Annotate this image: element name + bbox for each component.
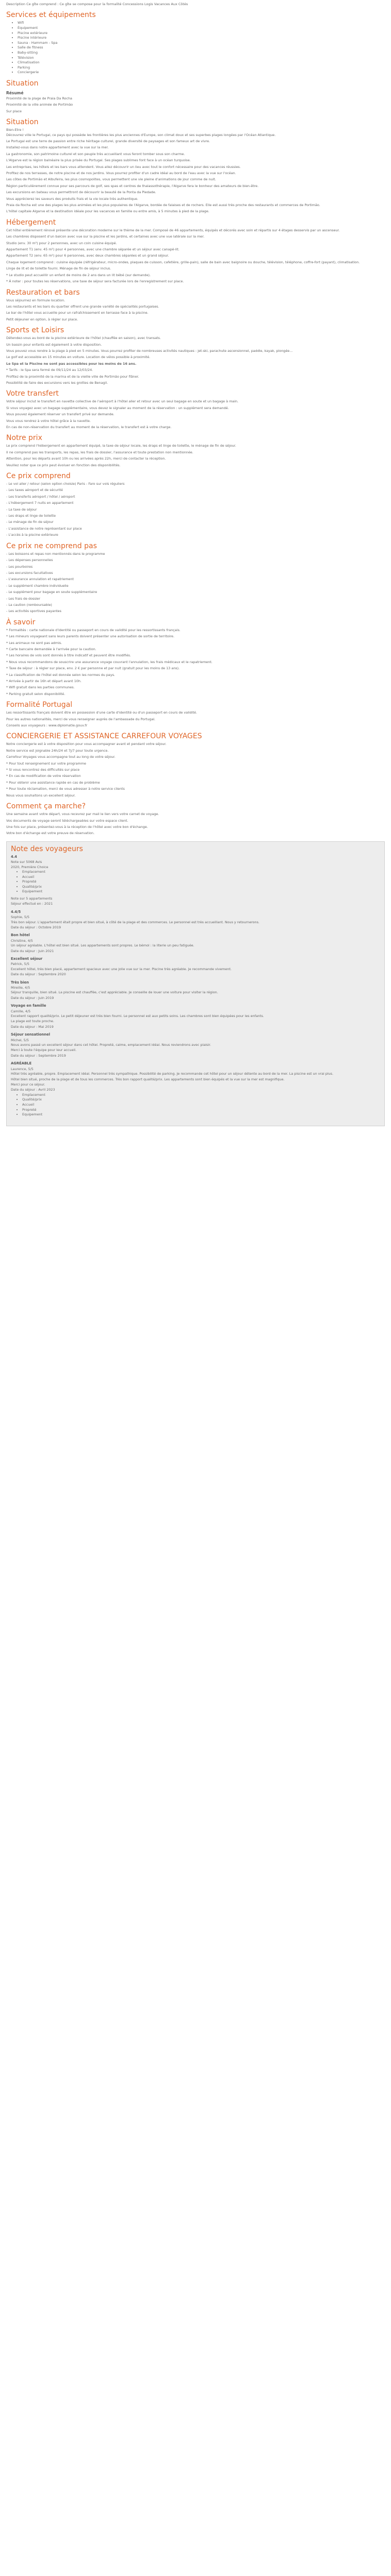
paragraph: Si vous voyagez avec un bagage supplémentaire, vous devez le signaler au moment de la réservation : un supplément sera demandé. — [6, 405, 229, 410]
review-title: Bon hôtel — [11, 933, 30, 938]
review — [11, 910, 380, 930]
list-item: • Équipement — [18, 26, 385, 31]
review-date: Date du séjour : Juin 2021 — [11, 948, 54, 953]
formalities-heading: Formalité Portugal — [6, 701, 73, 709]
review — [11, 933, 380, 954]
paragraph: * Tarifs : le Spa sera fermé de 09/11/24 au 12/03/24. — [6, 368, 93, 372]
paragraph: Les restaurants et les bars du quartier offrent une grande variété de spécialités portugaises. — [6, 304, 159, 309]
formalities-section — [6, 701, 385, 728]
paragraph: Le golf est accessible en 15 minutes en voiture. Location de vélos possible à proximité. — [6, 355, 151, 360]
sports-section — [6, 326, 385, 385]
paragraph: Attention, pour les départs avant 10h ou les arrivées après 22h, merci de contacter la réception. — [6, 456, 166, 461]
paragraph: Découvrez ville le Portugal, ce pays qui possède les frontières les plus anciennes d'Europe, son climat doux et ses superbes plages longées par l'Océan Atlantique. — [6, 132, 276, 137]
paragraph: * Si vous rencontrez des difficultés sur place — [6, 768, 80, 772]
paragraph: Proximité de la plage de Praia Da Rocha — [6, 96, 72, 100]
review — [11, 980, 380, 1001]
review-author: Laurence, 5/5 — [11, 1066, 34, 1071]
paragraph: Veuillez noter que ce prix peut évoluer en fonction des disponibilités. — [6, 463, 121, 467]
list-item: - L'assurance annulation et rapatriement — [6, 577, 74, 582]
list-item: - L'accès à la piscine extérieure — [6, 533, 58, 537]
conditions-heading: CONCIERGERIE ET ASSISTANCE CARREFOUR VOYAGES — [6, 732, 202, 741]
paragraph: L'hôtel capitale Algarve et la destination idéale pour les vacances en famille ou entre amis, à 5 minutes à pied de la plage. — [6, 209, 209, 214]
list-item: - Les activités sportives payantes — [6, 609, 61, 614]
paragraph: Cet hôtel entièrement rénové présente une décoration moderne sur le thème de la mer. Composé de 46 appartements, équipés et décorés avec soin et répartis sur 4 étages desservis par un ascenseur. — [6, 228, 340, 232]
paragraph: Praia da Rocha est une des plages les plus animées et les plus populaires de l'Algarve, bordée de falaises et de rochers. Elle est aussi très proche des restaurants et commerces de Portimão. — [6, 203, 320, 208]
review-date: Date du séjour : Septembre 2019 — [11, 1053, 66, 1058]
review-author: Patrick, 5/5 — [11, 962, 29, 967]
review-text: Hôtel très agréable, propre. Emplacement idéal. Personnel très sympathique. Possibilité de parking. Je recommande cet hôtel pour un séjour détente au bord de la mer. La piscine est un vrai plus. — [11, 1072, 334, 1076]
not-included-section — [6, 542, 385, 614]
list-item: - Les transferts aéroport / hôtel / aéroport — [6, 494, 75, 499]
review-text: Merci pour ce séjour. — [11, 1082, 45, 1087]
accommodation-heading: Hébergement — [6, 218, 56, 227]
paragraph: * Les horaires de vols sont donnés à titre indicatif et peuvent être modifiés. — [6, 653, 131, 658]
list-item: • Piscine intérieure — [18, 36, 385, 41]
equipment-list — [6, 21, 385, 75]
paragraph: * Arrivée à partir de 16h et départ avant 10h. — [6, 679, 82, 683]
location-section — [6, 79, 385, 114]
list-item: • Emplacement — [22, 1093, 380, 1098]
paragraph: Profitez de la proximité de la marina et de la vieille ville de Portimão pour flâner. — [6, 374, 139, 379]
paragraph: Linge de lit et de toilette fourni. Ménage de fin de séjour inclus. — [6, 266, 111, 271]
list-item: - Les frais de dossier — [6, 596, 40, 601]
list-item: - Les taxes aéroport et de sécurité — [6, 488, 63, 493]
review-title: Très bien — [11, 980, 29, 985]
price-heading: Notre prix — [6, 434, 42, 443]
review — [11, 1004, 380, 1029]
paragraph: Conseils aux voyageurs : www.diplomatie.gouv.fr — [6, 723, 88, 728]
review-text: Séjour tranquille, bien situé. La piscine est chauffée, c'est appréciable. Je conseille de louer une voiture pour visiter la région. — [11, 990, 218, 995]
list-item: • Baby-sitting — [18, 50, 385, 56]
description-label: Bien-Etre ! — [6, 128, 24, 132]
review-date: Séjour effectué en : 2021 — [11, 902, 53, 906]
paragraph: Notre service est joignable 24h/24 et 7j/7 pour toute urgence. — [6, 748, 109, 753]
review-score: 4.4/5 — [11, 909, 21, 914]
paragraph: Les chambres disposent d'un balcon avec vue sur la piscine et les jardins, et certaines avec une vue latérale sur la mer. — [6, 234, 205, 239]
review-meta: Note sur 5068 Avis — [11, 860, 42, 865]
paragraph: Appartement T2 (env. 65 m²) pour 6 personnes, avec deux chambres séparées et un grand séjour. — [6, 253, 169, 258]
paragraph: Le Spa et la Piscine ne sont pas accessibles pour les moins de 16 ans. — [6, 361, 137, 366]
paragraph: Les côtes de Portimão et Albufeira, les plus cosmopolites, vous permettent une vie pleine d'animations de jour comme de nuit. — [6, 177, 216, 182]
paragraph: * Parking gratuit selon disponibilité. — [6, 691, 66, 696]
paragraph: Région particulièrement connue pour ses parcours de golf, ses spas et centres de thalassothérapie, l'Algarve fera le bonheur des amateurs de bien-être. — [6, 183, 259, 188]
list-item: - Le supplément pour bagage en soute supplémentaire — [6, 590, 97, 595]
paragraph: * Carte bancaire demandée à l'arrivée pour la caution. — [6, 647, 96, 651]
included-heading: Ce prix comprend — [6, 472, 71, 481]
equipment-heading: Services et équipements — [6, 11, 96, 20]
list-item: • Equipement — [22, 1112, 380, 1117]
description-heading: Situation — [6, 118, 39, 127]
paragraph: Nous vous souhaitons un excellent séjour. — [6, 793, 76, 798]
paragraph: Les ressortissants français doivent être en possession d'une carte d'identité ou d'un passeport en cours de validité. — [6, 710, 197, 715]
paragraph: Le Portugal est une terre de passion entre riche héritage culturel, grande diversité de paysages et son fameux art de vivre. — [6, 139, 210, 143]
paragraph: Proximité de la ville animée de Portimão — [6, 103, 73, 107]
review-desc: Note sur 5 appartements — [11, 896, 53, 901]
paragraph: Le prix comprend l'hébergement en appartement équipé, la taxe de séjour locale, les draps et linge de toilette, le ménage de fin de séjour. — [6, 444, 236, 448]
paragraph: * Wifi gratuit dans les parties communes. — [6, 685, 75, 690]
review-text: Excellent rapport qualité/prix. Le petit déjeuner est très bien fourni. Le personnel est aux petits soins. Les chambres sont bien équipées pour les enfants. — [11, 1014, 264, 1019]
paragraph: Vos documents de voyage seront téléchargeables sur votre espace client. — [6, 818, 128, 823]
review-author: 2020, Première Choice — [11, 865, 48, 869]
list-item: - Le vol aller / retour (selon option choisie) Paris - Faro sur vols réguliers — [6, 482, 125, 486]
paragraph: La gastronomie, son patrimoine culturel et son peuple très accueillant vous feront tomber sous son charme. — [6, 151, 185, 156]
paragraph: L'Algarve est la région balnéaire la plus prisée du Portugal. Ses plages sublimes font face à un océan turquoise. — [6, 158, 191, 163]
price-section — [6, 434, 385, 468]
paragraph: Une fois sur place, présentez-vous à la réception de l'hôtel avec votre bon d'échange. — [6, 824, 148, 829]
review-date: Date du séjour : Juin 2019 — [11, 995, 54, 1000]
list-item: - L'hébergement 7 nuits en appartement — [6, 501, 74, 505]
paragraph: Studio (env. 30 m²) pour 2 personnes, avec un coin cuisine équipé. — [6, 241, 117, 245]
paragraph: * La classification de l'hôtel est donnée selon les normes du pays. — [6, 672, 115, 677]
review-date: Date du séjour : Avril 2023 — [11, 1088, 55, 1092]
list-item: • Piscine extérieure — [18, 31, 385, 36]
paragraph: Carrefour Voyages vous accompagne tout au long de votre séjour. — [6, 755, 116, 759]
review-author: Michel, 5/5 — [11, 1038, 29, 1042]
paragraph: * Les animaux ne sont pas admis. — [6, 640, 62, 645]
conditions-section — [6, 732, 385, 798]
paragraph: Une semaine avant votre départ, vous recevrez par mail le lien vers votre carnet de voyage. — [6, 812, 159, 817]
paragraph: Sur place — [6, 109, 22, 113]
list-item: • Accueil — [22, 875, 380, 880]
paragraph: Vous vous rendrez à votre hôtel grâce à la navette. — [6, 418, 91, 423]
review-text: Un séjour agréable. L'hôtel est bien situé. Les appartements sont propres. Le bémol : la literie un peu fatiguée. — [11, 943, 194, 948]
included-section — [6, 472, 385, 538]
list-item: • Climatisation — [18, 60, 385, 65]
reviews-panel — [6, 841, 385, 1126]
paragraph: Pour les autres nationalités, merci de vous renseigner auprès de l'ambassade du Portugal. — [6, 717, 156, 721]
paragraph: * Pour obtenir une assistance rapide en cas de problème — [6, 780, 100, 785]
restauration-section — [6, 289, 385, 323]
list-item: • Wifi — [18, 21, 385, 26]
paragraph: * Taxe de séjour : à régler sur place, env. 2 € par personne et par nuit (gratuit pour les moins de 13 ans). — [6, 666, 180, 671]
list-item: • Sauna - Hammam - Spa — [18, 41, 385, 46]
paragraph: * En cas de modification de votre réservation — [6, 774, 81, 778]
paragraph: Les excursions en bateau vous permettront de découvrir la beauté de la Ponta da Piedade. — [6, 190, 156, 195]
list-item: - La caution (remboursable) — [6, 602, 52, 607]
list-item: • Emplacement — [22, 870, 380, 875]
restauration-heading: Restauration et bars — [6, 288, 80, 297]
paragraph: Détendez-vous au bord de la piscine extérieure de l'hôtel (chauffée en saison), avec transats. — [6, 336, 161, 341]
review-text: Très bon séjour. L'appartement était propre et bien situé, à côté de la plage et des commerces. Le personnel est très accueillant. Nous y retournerons. — [11, 920, 259, 924]
review — [11, 855, 380, 907]
list-item: • Qualité/prix — [22, 885, 380, 890]
list-item: - Les pourboires — [6, 564, 33, 569]
paragraph: Vous apprécierez les saveurs des produits frais et la vie locale très authentique. — [6, 196, 138, 201]
reviews-heading: Note des voyageurs — [11, 844, 83, 853]
transfer-heading: Votre transfert — [6, 389, 59, 398]
review-author: Mireille, 4/5 — [11, 986, 30, 990]
list-item: - Le supplément chambre individuelle — [6, 583, 69, 588]
review-date: Date du séjour : Septembre 2020 — [11, 972, 66, 977]
review-title: Voyage en famille — [11, 1004, 46, 1008]
paragraph: * À noter : pour toutes les réservations, une taxe de séjour sera facturée lors de l'enregistrement sur place. — [6, 279, 184, 284]
list-item: • Accueil — [22, 1103, 380, 1108]
list-item: • Equipement — [22, 889, 380, 894]
review-title: AGRÉABLE — [11, 1061, 32, 1066]
accommodation-section — [6, 218, 385, 284]
transfer-section — [6, 389, 385, 430]
to-know-heading: À savoir — [6, 618, 36, 626]
review-text: Merci à toute l'équipe pour leur accueil. — [11, 1048, 77, 1053]
paragraph: Petit déjeuner en option, à régler sur place. — [6, 317, 78, 321]
review-text: Nous avons passé un excellent séjour dans cet hôtel. Propreté, calme, emplacement idéal. Nous reviendrons avec plaisir. — [11, 1043, 211, 1047]
location-heading: Situation — [6, 79, 39, 88]
list-item: • Conciergerie — [18, 70, 385, 75]
paragraph: * Pour toute réclamation, merci de vous adresser à notre service clients — [6, 787, 125, 791]
paragraph: Votre bon d'échange est votre preuve de réservation. — [6, 831, 95, 836]
review-meta: Sophie, 5/5 — [11, 915, 30, 920]
how-it-works-heading: Comment ça marche? — [6, 802, 86, 811]
paragraph: Installez-vous dans notre appartement avec la vue sur la mer. — [6, 145, 109, 150]
paragraph: Vous pouvez vous rendre à la plage à pied en 5 minutes. Vous pourrez profiter de nombreuses activités nautiques : jet-ski, parachute ascensionnel, paddle, kayak, plongée... — [6, 348, 293, 353]
list-item: • Télévision — [18, 56, 385, 61]
list-item: • Qualité/prix — [22, 1097, 380, 1103]
paragraph: Il ne comprend pas les transports, les repas, les frais de dossier, l'assurance et toute prestation non mentionnée. — [6, 450, 193, 454]
review-score: 4.4 — [11, 854, 18, 859]
list-item: • Salle de fitness — [18, 45, 385, 50]
paragraph: Possibilité de faire des excursions vers les grottes de Benagil. — [6, 380, 108, 385]
paragraph: Votre séjour inclut le transfert en navette collective de l'aéroport à l'hôtel aller et retour avec un seul bagage en soute et un bagage à main. — [6, 399, 239, 404]
list-item: - La taxe de séjour — [6, 507, 37, 512]
list-item: • Propreté — [22, 1108, 380, 1113]
paragraph: Notre conciergerie est à votre disposition pour vous accompagner avant et pendant votre séjour. — [6, 742, 167, 747]
paragraph: Chaque logement comprend : cuisine équipée (réfrigérateur, micro-ondes, plaques de cuisson, cafetière, grille-pain), salle de bain avec baignoire ou douche, télévision, téléphone, coffre-fort (payant), climatisation. — [6, 260, 360, 264]
paragraph: En cas de non-réservation du transfert au moment de la réservation, le transfert est à votre charge. — [6, 425, 172, 429]
review — [11, 957, 380, 977]
paragraph: * Formalités : carte nationale d'identité ou passeport en cours de validité pour les ressortissants français. — [6, 628, 181, 632]
list-item: - Les draps et linge de toilette — [6, 514, 56, 518]
sports-heading: Sports et Loisirs — [6, 326, 64, 335]
review-author: Camille, 4/5 — [11, 1009, 31, 1013]
review-criteria-list — [11, 1093, 380, 1117]
list-item: • Propreté — [22, 879, 380, 885]
review-criteria-list — [11, 870, 380, 894]
review — [11, 1061, 380, 1117]
paragraph: * Pour tout renseignement sur votre programme — [6, 761, 86, 766]
paragraph: Un bassin pour enfants est également à votre disposition. — [6, 342, 102, 347]
paragraph: * Les mineurs voyageant sans leurs parents doivent présenter une autorisation de sortie de territoire. — [6, 634, 175, 639]
how-it-works-section — [6, 802, 385, 836]
intro-text: Description Ce gîte comprend : Ce gîte se compose pour la formalité Concessions Logis Vacances Aux Côtés — [6, 2, 188, 6]
list-item: - Le ménage de fin de séjour — [6, 520, 54, 524]
to-know-section — [6, 618, 385, 697]
review-text: Excellent hôtel, très bien placé, appartement spacieux avec une jolie vue sur la mer. Piscine très agréable. Je recommande vivement. — [11, 967, 232, 971]
location-subheading: Résumé — [6, 90, 24, 95]
review-text: Hôtel bien situé, proche de la plage et de tous les commerces. Très bon rapport qualité/prix. Les appartements sont bien équipés et la vue sur la mer est magnifique. — [11, 1077, 285, 1081]
equipment-section — [6, 11, 385, 75]
not-included-heading: Ce prix ne comprend pas — [6, 541, 97, 550]
review-date: Date du séjour : Octobre 2019 — [11, 925, 61, 929]
paragraph: Les entreprises, les hôtels et les bars vous attendent. Vous allez découvrir un lieu avec tout le confort nécessaire pour des vacances réussies. — [6, 164, 241, 169]
review-author: Christine, 4/5 — [11, 938, 33, 943]
description-section — [6, 118, 385, 214]
list-item: - Les excursions facultatives — [6, 570, 53, 575]
list-item: • Parking — [18, 65, 385, 71]
review — [11, 1032, 380, 1058]
paragraph: * Le studio peut accueillir un enfant de moins de 2 ans dans un lit bébé (sur demande). — [6, 273, 151, 277]
list-item: - Les dépenses personnelles — [6, 558, 53, 563]
review-title: Excellent séjour — [11, 956, 43, 961]
paragraph: Vous pouvez également réserver un transfert privé sur demande. — [6, 412, 115, 417]
list-item: - L'assistance de notre représentant sur place — [6, 526, 82, 531]
paragraph: Profitez de nos terrasses, de notre piscine et de nos jardins. Vous pourrez profiter d'un cadre idéal au bord de l'eau avec la vue sur l'océan. — [6, 171, 236, 175]
paragraph: Appartement T1 (env. 45 m²) pour 4 personnes, avec une chambre séparée et un séjour avec canapé-lit. — [6, 247, 180, 252]
paragraph: Le bar de l'hôtel vous accueille pour un rafraîchissement en terrasse face à la piscine. — [6, 311, 149, 315]
review-title: Séjour sensationnel — [11, 1032, 51, 1037]
paragraph: Vous séjournez en formule location. — [6, 298, 66, 302]
review-date: Date du séjour : Mai 2019 — [11, 1024, 54, 1029]
paragraph: * Nous vous recommandons de souscrire une assurance voyage couvrant l'annulation, les frais médicaux et le rapatriement. — [6, 659, 213, 664]
review-text: La plage est toute proche. — [11, 1019, 54, 1024]
list-item: - Les boissons et repas non mentionnés dans le programme — [6, 551, 105, 556]
